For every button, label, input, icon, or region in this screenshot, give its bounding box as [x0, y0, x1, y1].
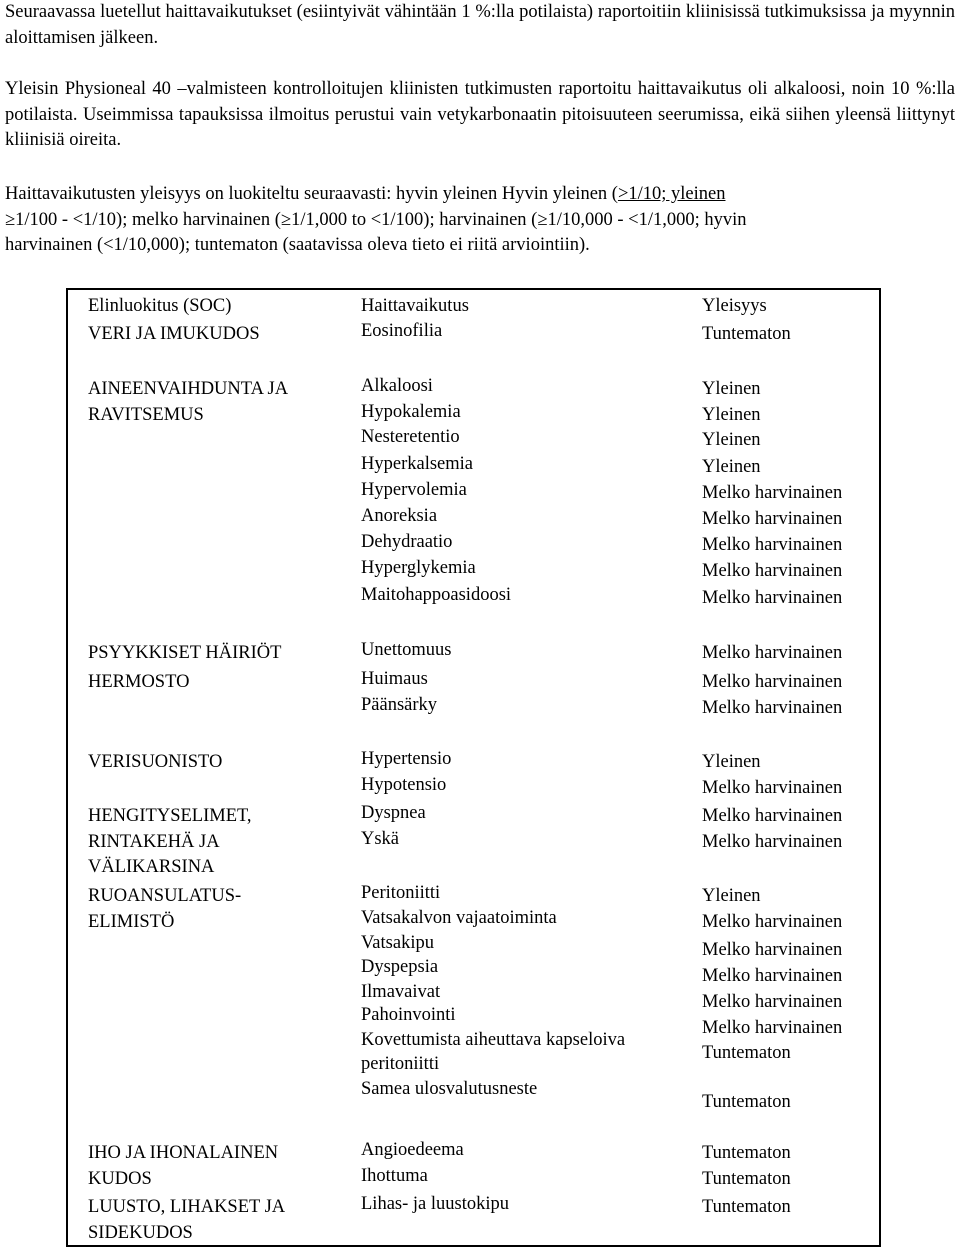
frequency-cell-line: Tuntematon	[702, 1043, 791, 1063]
soc-cell-line: RAVITSEMUS	[88, 404, 204, 425]
frequency-cell-line: Melko harvinainen	[702, 831, 843, 852]
effect-cell-line: Huimaus	[361, 669, 428, 689]
soc-cell-line: IHO JA IHONALAINEN	[88, 1143, 279, 1163]
effect-cell-line: Yskä	[361, 828, 400, 849]
frequency-cell-line: Yleinen	[702, 886, 761, 906]
effect-cell-line: Anoreksia	[361, 506, 438, 526]
header-effect: Haittavaikutus	[361, 296, 469, 316]
effect-cell-line: Kovettumista aiheuttava kapseloiva	[361, 1030, 626, 1050]
frequency-cell-line: Melko harvinainen	[702, 806, 843, 826]
effect-cell-line: Samea ulosvalutusneste	[361, 1079, 538, 1099]
effect-cell-line: Dehydraatio	[361, 532, 453, 552]
frequency-cell-line: Melko harvinainen	[702, 777, 843, 798]
effect-cell-line: Hypotensio	[361, 774, 447, 795]
frequency-cell-line: Melko harvinainen	[702, 483, 843, 503]
soc-cell-line: RUOANSULATUS-	[88, 886, 242, 906]
frequency-cell-line: Melko harvinainen	[702, 672, 843, 692]
effect-cell-line: Dyspnea	[361, 803, 426, 823]
frequency-cell-line: Yleinen	[702, 379, 761, 399]
frequency-cell-line: Tuntematon	[702, 324, 791, 344]
soc-cell-line: SIDEKUDOS	[88, 1222, 193, 1243]
frequency-cell-line: Yleinen	[702, 430, 761, 450]
effect-cell-line: Päänsärky	[361, 694, 438, 715]
effect-cell-line: Hypertensio	[361, 749, 452, 769]
effect-cell-line: peritoniitti	[361, 1054, 440, 1074]
soc-cell-line: AINEENVAIHDUNTA JA	[88, 379, 289, 399]
effect-cell-line: Maitohappoasidoosi	[361, 585, 512, 605]
effect-cell-line: Hypokalemia	[361, 402, 461, 422]
effect-cell-line: Alkaloosi	[361, 376, 433, 396]
soc-cell-line: LUUSTO, LIHAKSET JA	[88, 1197, 286, 1217]
frequency-cell-line: Tuntematon	[702, 1168, 791, 1189]
frequency-cell-line: Melko harvinainen	[702, 588, 843, 608]
frequency-cell-line: Tuntematon	[702, 1197, 791, 1217]
frequency-cell-line: Yleinen	[702, 752, 761, 772]
soc-cell-line: KUDOS	[88, 1168, 152, 1189]
effect-cell-line: Angioedeema	[361, 1140, 464, 1160]
effect-cell-line: Dyspepsia	[361, 957, 439, 977]
intro-paragraph-2: Yleisin Physioneal 40 –valmisteen kontrolloitujen kliinisten tutkimusten raportoitu haittavaikutus oli alkaloosi, noin 10 %:lla potilaista. Useimmissa tapauksissa ilmoitus perustui vain vetykarbonaatin pitoisuuteen seerumissa, eikä siihen yleensä liittynyt kliinisiä oireita.	[5, 79, 955, 150]
frequency-cell-line: Melko harvinainen	[702, 509, 843, 529]
frequency-cell-line: Melko harvinainen	[702, 966, 843, 986]
effect-cell-line: Ilmavaivat	[361, 982, 441, 1002]
effect-cell-line: Pahoinvointi	[361, 1005, 456, 1025]
adverse-reactions-table	[66, 288, 881, 1247]
effect-cell-line: Ihottuma	[361, 1165, 428, 1186]
soc-cell-line: VERISUONISTO	[88, 752, 223, 772]
frequency-definition-line-1: Haittavaikutusten yleisyys on luokiteltu seuraavasti: hyvin yleinen Hyvin yleinen (>1/10; yleinen	[5, 184, 726, 204]
frequency-cell-line: Melko harvinainen	[702, 1018, 843, 1038]
effect-cell-line: Vatsakipu	[361, 933, 434, 953]
frequency-definition-paragraph	[5, 182, 955, 259]
frequency-cell-line: Melko harvinainen	[702, 697, 843, 718]
soc-cell-line: VERI JA IMUKUDOS	[88, 324, 260, 344]
effect-cell-line: Eosinofilia	[361, 321, 443, 341]
frequency-definition-line-2: ≥1/100 - <1/10); melko harvinainen (≥1/1,000 to <1/100); harvinainen (≥1/10,000 - <1/1,000; hyvin	[5, 209, 747, 230]
frequency-cell-line: Melko harvinainen	[702, 643, 843, 663]
intro-paragraph-1: Seuraavassa luetellut haittavaikutukset (esiintyivät vähintään 1 %:lla potilaista) raportoitiin kliinisissä tutkimuksissa ja myynnin aloittamisen jälkeen.	[5, 2, 955, 48]
frequency-cell-line: Melko harvinainen	[702, 912, 843, 932]
soc-cell-line: HENGITYSELIMET,	[88, 806, 252, 826]
effect-cell-line: Hyperkalsemia	[361, 454, 473, 474]
frequency-cell-line: Melko harvinainen	[702, 561, 843, 581]
effect-cell-line: Lihas- ja luustokipu	[361, 1194, 509, 1214]
frequency-cell-line: Yleinen	[702, 457, 761, 477]
effect-cell-line: Hypervolemia	[361, 480, 467, 500]
soc-cell-line: ELIMISTÖ	[88, 911, 175, 932]
effect-cell-line: Peritoniitti	[361, 883, 441, 903]
effect-cell-line: Nesteretentio	[361, 427, 460, 447]
header-soc: Elinluokitus (SOC)	[88, 296, 232, 316]
frequency-cell-line: Melko harvinainen	[702, 992, 843, 1012]
soc-cell-line: RINTAKEHÄ JA	[88, 831, 220, 852]
frequency-cell-line: Tuntematon	[702, 1092, 791, 1112]
soc-cell-line: VÄLIKARSINA	[88, 857, 215, 877]
frequency-cell-line: Tuntematon	[702, 1143, 791, 1163]
frequency-cell-line: Melko harvinainen	[702, 535, 843, 555]
frequency-cell-line: Yleinen	[702, 405, 761, 425]
header-frequency: Yleisyys	[702, 296, 767, 316]
soc-cell-line: HERMOSTO	[88, 672, 190, 692]
effect-cell-line: Hyperglykemia	[361, 558, 476, 578]
effect-cell-line: Unettomuus	[361, 640, 452, 660]
effect-cell-line: Vatsakalvon vajaatoiminta	[361, 908, 557, 928]
frequency-definition-line-3: harvinainen (<1/10,000); tuntematon (saatavissa oleva tieto ei riitä arviointiin).	[5, 235, 590, 255]
soc-cell-line: PSYYKKISET HÄIRIÖT	[88, 643, 282, 663]
frequency-cell-line: Melko harvinainen	[702, 940, 843, 960]
